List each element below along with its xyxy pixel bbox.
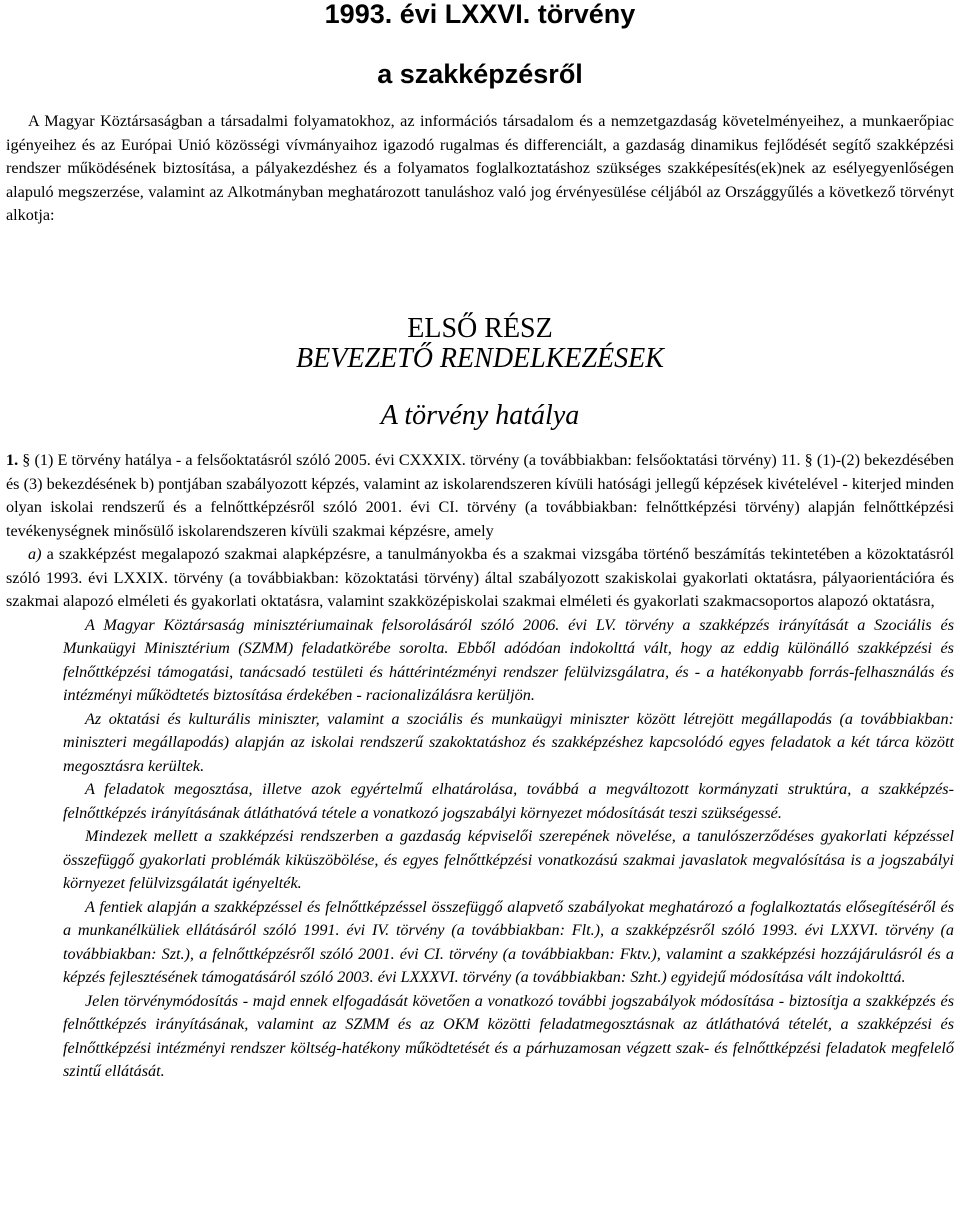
section-symbol: § (22, 451, 31, 469)
part-label: ELSŐ RÉSZ (407, 313, 553, 344)
law-subtitle: a szakképzésről (377, 59, 583, 89)
main-content (6, 449, 954, 1084)
note-paragraph: A feladatok megosztása, illetve azok egyértelmű elhatárolása, továbbá a megváltozott kormányzati struktúra, a szakképzés-felnőttképzés irányításának átláthatóvá tétele a vonatkozó jogszabályi környezet módosítását teszi szükségessé. (63, 780, 954, 822)
explanatory-notes (6, 614, 954, 1084)
section-number: 1. (6, 451, 19, 469)
law-title: 1993. évi LXXVI. törvény (324, 0, 636, 29)
section-1-paragraph (6, 449, 954, 543)
preamble: A Magyar Köztársaságban a társadalmi folyamatokhoz, az információs társadalom és a nemzetgazdaság követelményeihez, a munkaerőpiac igényeihez és az Európai Unió közösségi vívmányaihoz igazodó rugalmas és differenciált, a gazdaság dinamikus fejlődését segítő szakképzési rendszer működésének biztosítása, a pályakezdéshez és a folyamatos foglalkoztatáshoz szükséges szakképesítés(ek)nek az esélyegyenlőségen alapuló megszerzése, valamint az Alkotmányban meghatározott tanuláshoz való jog érvényesülése céljából az Országgyűlés a következő törvényt alkotja: (6, 112, 954, 224)
section-1-item-a (6, 543, 954, 614)
item-a-text: a szakképzést megalapozó szakmai alapképzésre, a tanulmányokba és a szakmai vizsgába történő beszámítás tekintetében a közoktatásról szóló 1993. évi LXXIX. törvény (a továbbiakban: közoktatási törvény) által szabályozott szakiskolai gyakorlati oktatásra, pályaorientációra és szakmai alapozó elméleti és gyakorlati oktatásra, valamint szakközépiskolai szakmai elméleti és gyakorlati szakmacsoportos alapozó oktatásra, (6, 545, 954, 610)
chapter-title: BEVEZETŐ RENDELKEZÉSEK (296, 343, 664, 374)
note-paragraph: A fentiek alapján a szakképzéssel és felnőttképzéssel összefüggő alapvető szabályokat meghatározó a foglalkoztatás elősegítéséről és a munkanélküliek ellátásáról szóló 1991. évi IV. törvény (a továbbiakban: Flt.), a szakképzésről szóló 1993. évi LXXVI. törvény (a továbbiakban: Szt.), a felnőttképzésről szóló 2001. évi CI. törvény (a továbbiakban: Fktv.), valamint a szakképzési hozzájárulásról és a képzés fejlesztésének támogatásáról szóló 2003. évi LXXXVI. törvény (a továbbiakban: Szht.) egyidejű módosítása vált indokolttá. (63, 897, 954, 986)
note-paragraph: Jelen törvénymódosítás - majd ennek elfogadását követően a vonatkozó további jogszabályok módosítása - biztosítja a szakképzés és felnőttképzés irányításának, valamint az SZMM és az OKM közötti feladatmegosztásnak az átláthatóvá tételét, a szakképzési és felnőttképzési intézményi rendszer költség-hatékony működtetését és a párhuzamosan végzett szak- és felnőttképzési feladatok megfelelő szintű ellátását. (63, 991, 954, 1080)
note-paragraph: Az oktatási és kulturális miniszter, valamint a szociális és munkaügyi miniszter között létrejött megállapodás (a továbbiakban: miniszteri megállapodás) alapján az iskolai rendszerű szakoktatáshoz és szakképzéshez kapcsolódó egyes feladatok a két tárca között megosztásra kerültek. (63, 709, 954, 775)
section-heading: A törvény hatálya (380, 400, 580, 431)
section-1-text: (1) E törvény hatálya - a felsőoktatásról szóló 2005. évi CXXXIX. törvény (a továbbiakban: felsőoktatási törvény) 11. § (1)-(2) bekezdésében és (3) bekezdésének b) pontjában szabályozott képzés, valamint az iskolarendszeren kívüli hatósági jellegű képzések kivételével - kiterjed minden olyan iskolai rendszerű és a felnőttképzésről szóló 2001. évi CI. törvény (a továbbiakban: felnőttképzési törvény) alapján felnőttképzési tevékenységnek minősülő iskolarendszeren kívüli szakmai képzésre, amely (6, 451, 955, 540)
note-paragraph: A Magyar Köztársaság minisztériumainak felsorolásáról szóló 2006. évi LV. törvény a szakképzés irányítását a Szociális és Munkaügyi Minisztérium (SZMM) feladatkörébe sorolta. Ebből adódóan indokolttá vált, hogy az eddig különálló szakképzési és felnőttképzési támogatási, tanácsadó testületi és háttérintézményi rendszer felülvizsgálatra, és - a hatékonyabb forrás-felhasználás és intézményi működtetés biztosítása érdekében - racionalizálásra kerüljön. (63, 615, 954, 704)
item-a-label: a) (28, 545, 42, 563)
note-paragraph: Mindezek mellett a szakképzési rendszerben a gazdaság képviselői szerepének növelése, a tanulószerződéses gyakorlati képzéssel összefüggő gyakorlati problémák kiküszöbölése, és egyes felnőttképzési vonatkozású szakmai javaslatok megvalósítása is a jogszabályi környezet felülvizsgálatát igényelték. (63, 827, 954, 892)
